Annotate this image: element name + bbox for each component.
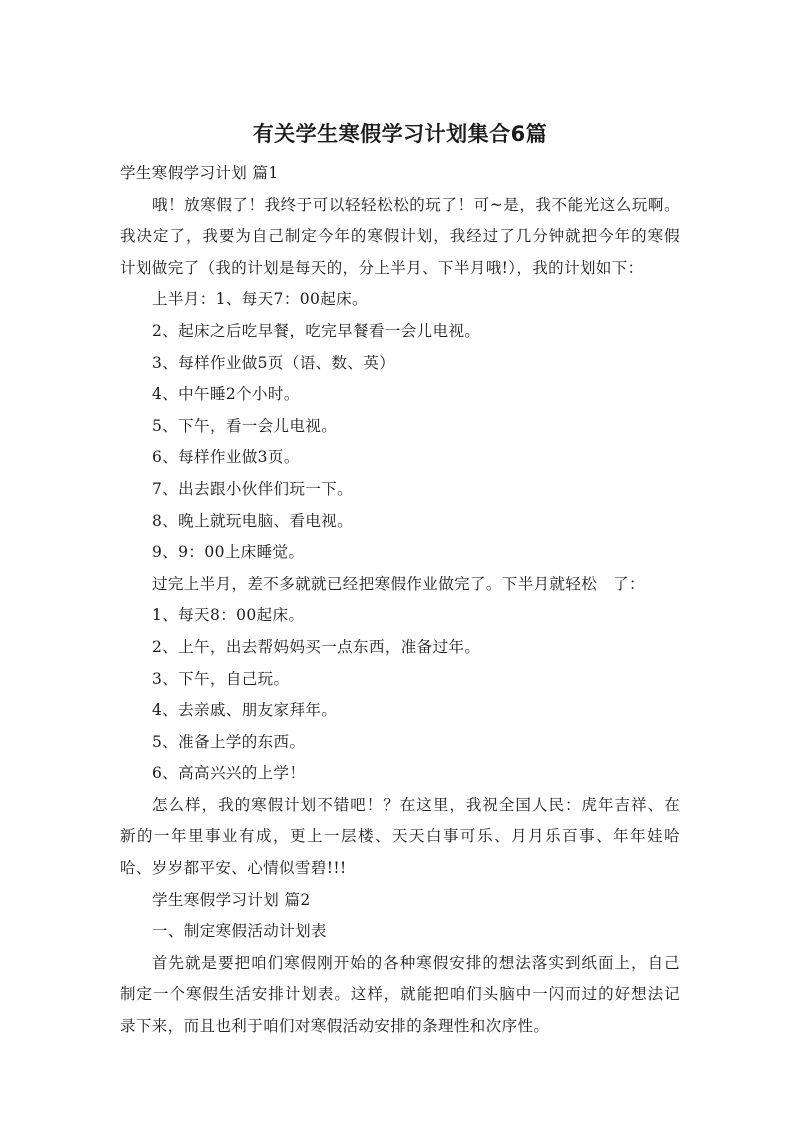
text-line: 录下来，而且也利于咱们对寒假活动安排的条理性和次序性。: [120, 1017, 550, 1036]
text-line: 学生寒假学习计划 篇2: [152, 890, 311, 909]
text-line: 哈、岁岁都平安、心情似雪碧!!!: [120, 859, 347, 878]
text-line: 6、每样作业做3页。: [152, 448, 300, 467]
text-line: 7、出去跟小伙伴们玩一下。: [152, 479, 354, 498]
text-line: 5、准备上学的东西。: [152, 732, 306, 751]
text-line: 9、9：00上床睡觉。: [152, 543, 305, 562]
text-line: 4、中午睡2个小时。: [152, 385, 300, 404]
text-line: 计划做完了（我的计划是每天的，分上半月、下半月哦!），我的计划如下：: [120, 258, 644, 277]
text-line: 3、每样作业做5页（语、数、英）: [152, 353, 396, 372]
text-line: 哦！放寒假了！我终于可以轻轻松松的玩了！可~是，我不能光这么玩啊。: [152, 195, 680, 214]
text-line: 首先就是要把咱们寒假刚开始的各种寒假安排的想法落实到纸面上，自己: [152, 953, 680, 972]
text-line: 一、制定寒假活动计划表: [152, 922, 327, 941]
text-line: 3、下午，自己玩。: [152, 669, 290, 688]
text-line: 1、每天8：00起床。: [152, 606, 305, 625]
text-line: 制定一个寒假生活安排计划表。这样，就能把咱们头脑中一闪而过的好想法记: [120, 985, 680, 1004]
text-line: 5、下午，看一会儿电视。: [152, 416, 338, 435]
text-line: 过完上半月，差不多就就已经把寒假作业做完了。下半月就轻松 了：: [152, 574, 645, 593]
text-line: 我决定了，我要为自己制定今年的寒假计划，我经过了几分钟就把今年的寒假: [120, 227, 680, 246]
text-line: 上半月：1、每天7：00起床。: [152, 290, 368, 309]
text-line: 6、高高兴兴的上学！: [152, 764, 306, 783]
document-title: 有关学生寒假学习计划集合6篇: [252, 122, 548, 146]
text-line: 2、上午，出去帮妈妈买一点东西，准备过年。: [152, 637, 481, 656]
text-line: 怎么样，我的寒假计划不错吧！？在这里，我祝全国人民：虎年吉祥、在: [152, 795, 680, 814]
text-line: 学生寒假学习计划 篇1: [120, 164, 279, 182]
text-line: 8、晚上就玩电脑、看电视。: [152, 511, 354, 530]
text-line: 2、起床之后吃早餐，吃完早餐看一会儿电视。: [152, 321, 481, 340]
document-body: [120, 158, 680, 1043]
text-line: 4、去亲戚、朋友家拜年。: [152, 701, 338, 720]
text-line: 新的一年里事业有成，更上一层楼、天天白事可乐、月月乐百事、年年娃哈: [120, 827, 680, 846]
